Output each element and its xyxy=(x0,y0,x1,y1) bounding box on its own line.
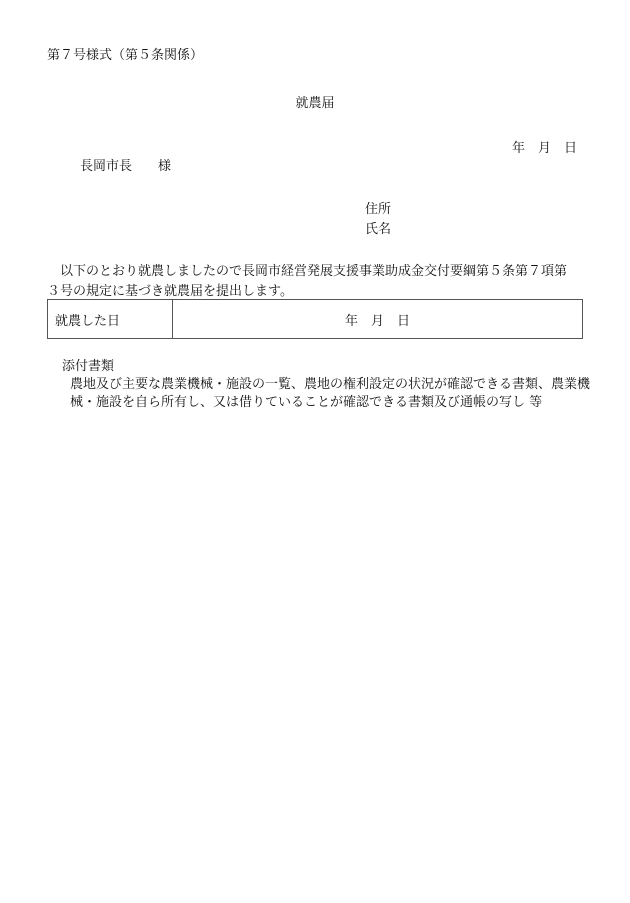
addressee: 長岡市長 様 xyxy=(80,159,172,174)
farming-start-table xyxy=(47,299,583,339)
form-number: 第７号様式（第５条関係） xyxy=(47,48,204,63)
document-title: 就農届 xyxy=(295,96,335,111)
attachments-line: 農地及び主要な農業機械・施設の一覧、農地の権利設定の状況が確認できる書類、農業機 xyxy=(70,377,591,392)
name-label: 氏名 xyxy=(365,222,392,237)
farming-start-date-field[interactable]: 年 月 日 xyxy=(173,300,583,339)
body-line: 以下のとおり就農しましたので長岡市経営発展支援事業助成金交付要綱第５条第７項第 xyxy=(60,264,568,279)
attachments-description xyxy=(70,376,590,412)
farming-start-label: 就農した日 xyxy=(48,300,173,339)
attachments-line: 械・施設を自ら所有し、又は借りていることが確認できる書類及び通帳の写し 等 xyxy=(70,395,543,410)
address-label: 住所 xyxy=(365,202,392,217)
attachments-heading: 添付書類 xyxy=(62,359,115,374)
body-line: ３号の規定に基づき就農届を提出します。 xyxy=(47,284,293,299)
body-paragraph xyxy=(47,262,587,302)
table-row xyxy=(48,300,583,339)
submission-date: 年 月 日 xyxy=(512,141,578,156)
